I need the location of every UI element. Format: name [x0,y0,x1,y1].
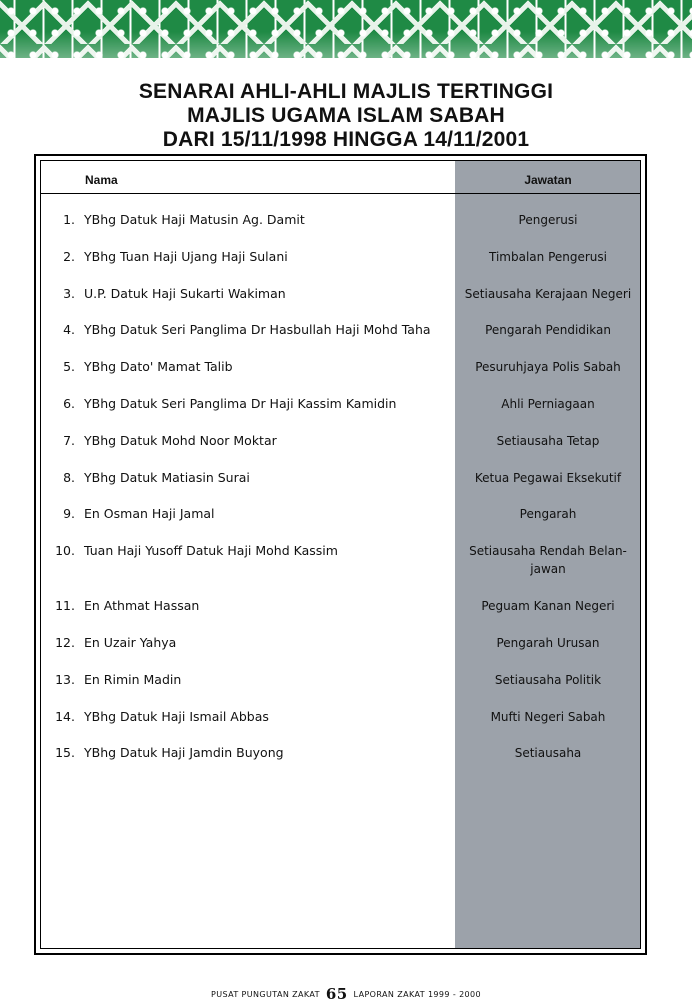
table-row [41,322,640,358]
footer-left: PUSAT PUNGUTAN ZAKAT [210,990,320,999]
table-row [41,396,640,432]
member-position: Setiausaha Politik [494,672,602,687]
member-name: YBhg Dato' Mamat Talib [84,359,233,375]
member-name: En Uzair Yahya [84,635,177,650]
row-number: 7. [63,432,75,448]
member-position: Timbalan Pengerusi [489,249,607,264]
table-row [41,635,640,671]
title-line-2: MAJLIS UGAMA ISLAM SABAH [187,104,505,127]
member-position: Setiausaha Kerajaan Negeri [464,286,632,301]
row-number: 12. [55,635,75,650]
page-title [0,80,692,152]
member-position: Pengerusi [518,213,578,227]
title-line-3: DARI 15/11/1998 HINGGA 14/11/2001 [162,128,530,151]
member-position: Pesuruhjaya Polis Sabah [475,360,621,375]
member-name: En Rimin Madin [84,671,182,687]
member-name: U.P. Datuk Haji Sukarti Wakiman [84,285,286,301]
table-row [41,359,640,395]
row-number: 9. [63,506,75,522]
row-number: 13. [55,671,75,687]
member-name: YBhg Datuk Haji Ismail Abbas [84,708,269,724]
row-number: 4. [63,322,75,338]
member-position: Setiausaha Rendah Belan-jawan [469,544,627,577]
row-number: 11. [55,598,75,614]
member-name: YBhg Datuk Mohd Noor Moktar [84,432,277,448]
table-row [41,506,640,542]
header-divider [41,193,640,194]
row-number: 2. [63,248,75,264]
member-position: Pengarah Urusan [496,636,600,650]
row-number: 10. [55,543,75,559]
member-position: Mufti Negeri Sabah [490,709,606,724]
members-table [40,160,641,949]
member-name: YBhg Datuk Seri Panglima Dr Haji Kassim Kamidin [84,396,397,411]
row-number: 8. [63,469,75,485]
member-position: Pengarah Pendidikan [485,323,611,338]
member-position: Pengarah [519,507,577,522]
table-row [41,249,640,285]
member-name: YBhg Datuk Seri Panglima Dr Hasbullah Haji Mohd Taha [84,322,431,338]
member-name: YBhg Datuk Haji Matusin Ag. Damit [84,212,305,227]
table-row [41,543,640,579]
footer-right: LAPORAN ZAKAT 1999 - 2000 [353,990,482,999]
page-footer [0,985,692,1003]
table-frame [34,154,647,955]
member-position: Peguam Kanan Negeri [481,599,615,614]
row-number: 1. [63,212,75,227]
row-number: 3. [63,285,75,301]
row-number: 15. [55,745,75,761]
row-number: 5. [63,359,75,375]
member-position: Ketua Pegawai Eksekutif [474,470,622,485]
table-row [41,598,640,634]
member-name: YBhg Datuk Haji Jamdin Buyong [84,745,284,761]
banner-shade [0,0,692,58]
table-row [41,433,640,469]
member-name: En Athmat Hassan [84,598,200,614]
table-row [41,709,640,745]
title-line-1: SENARAI AHLI-AHLI MAJLIS TERTINGGI [138,80,554,103]
member-name: Tuan Haji Yusoff Datuk Haji Mohd Kassim [84,543,338,559]
member-position: Ahli Perniagaan [501,397,595,411]
table-row [41,470,640,506]
row-number: 14. [55,708,75,724]
page-number: 65 [325,985,348,1003]
member-position: Setiausaha [514,746,582,761]
table-row [41,286,640,322]
table-row [41,745,640,781]
header-jawatan: Jawatan [524,173,572,187]
member-name: YBhg Tuan Haji Ujang Haji Sulani [84,248,288,264]
member-position: Setiausaha Tetap [496,433,600,448]
header-nama: Nama [85,173,118,187]
member-name: En Osman Haji Jamal [84,506,215,522]
member-name: YBhg Datuk Matiasin Surai [84,469,250,485]
table-row [41,672,640,708]
row-number: 6. [63,396,75,411]
table-row [41,212,640,248]
